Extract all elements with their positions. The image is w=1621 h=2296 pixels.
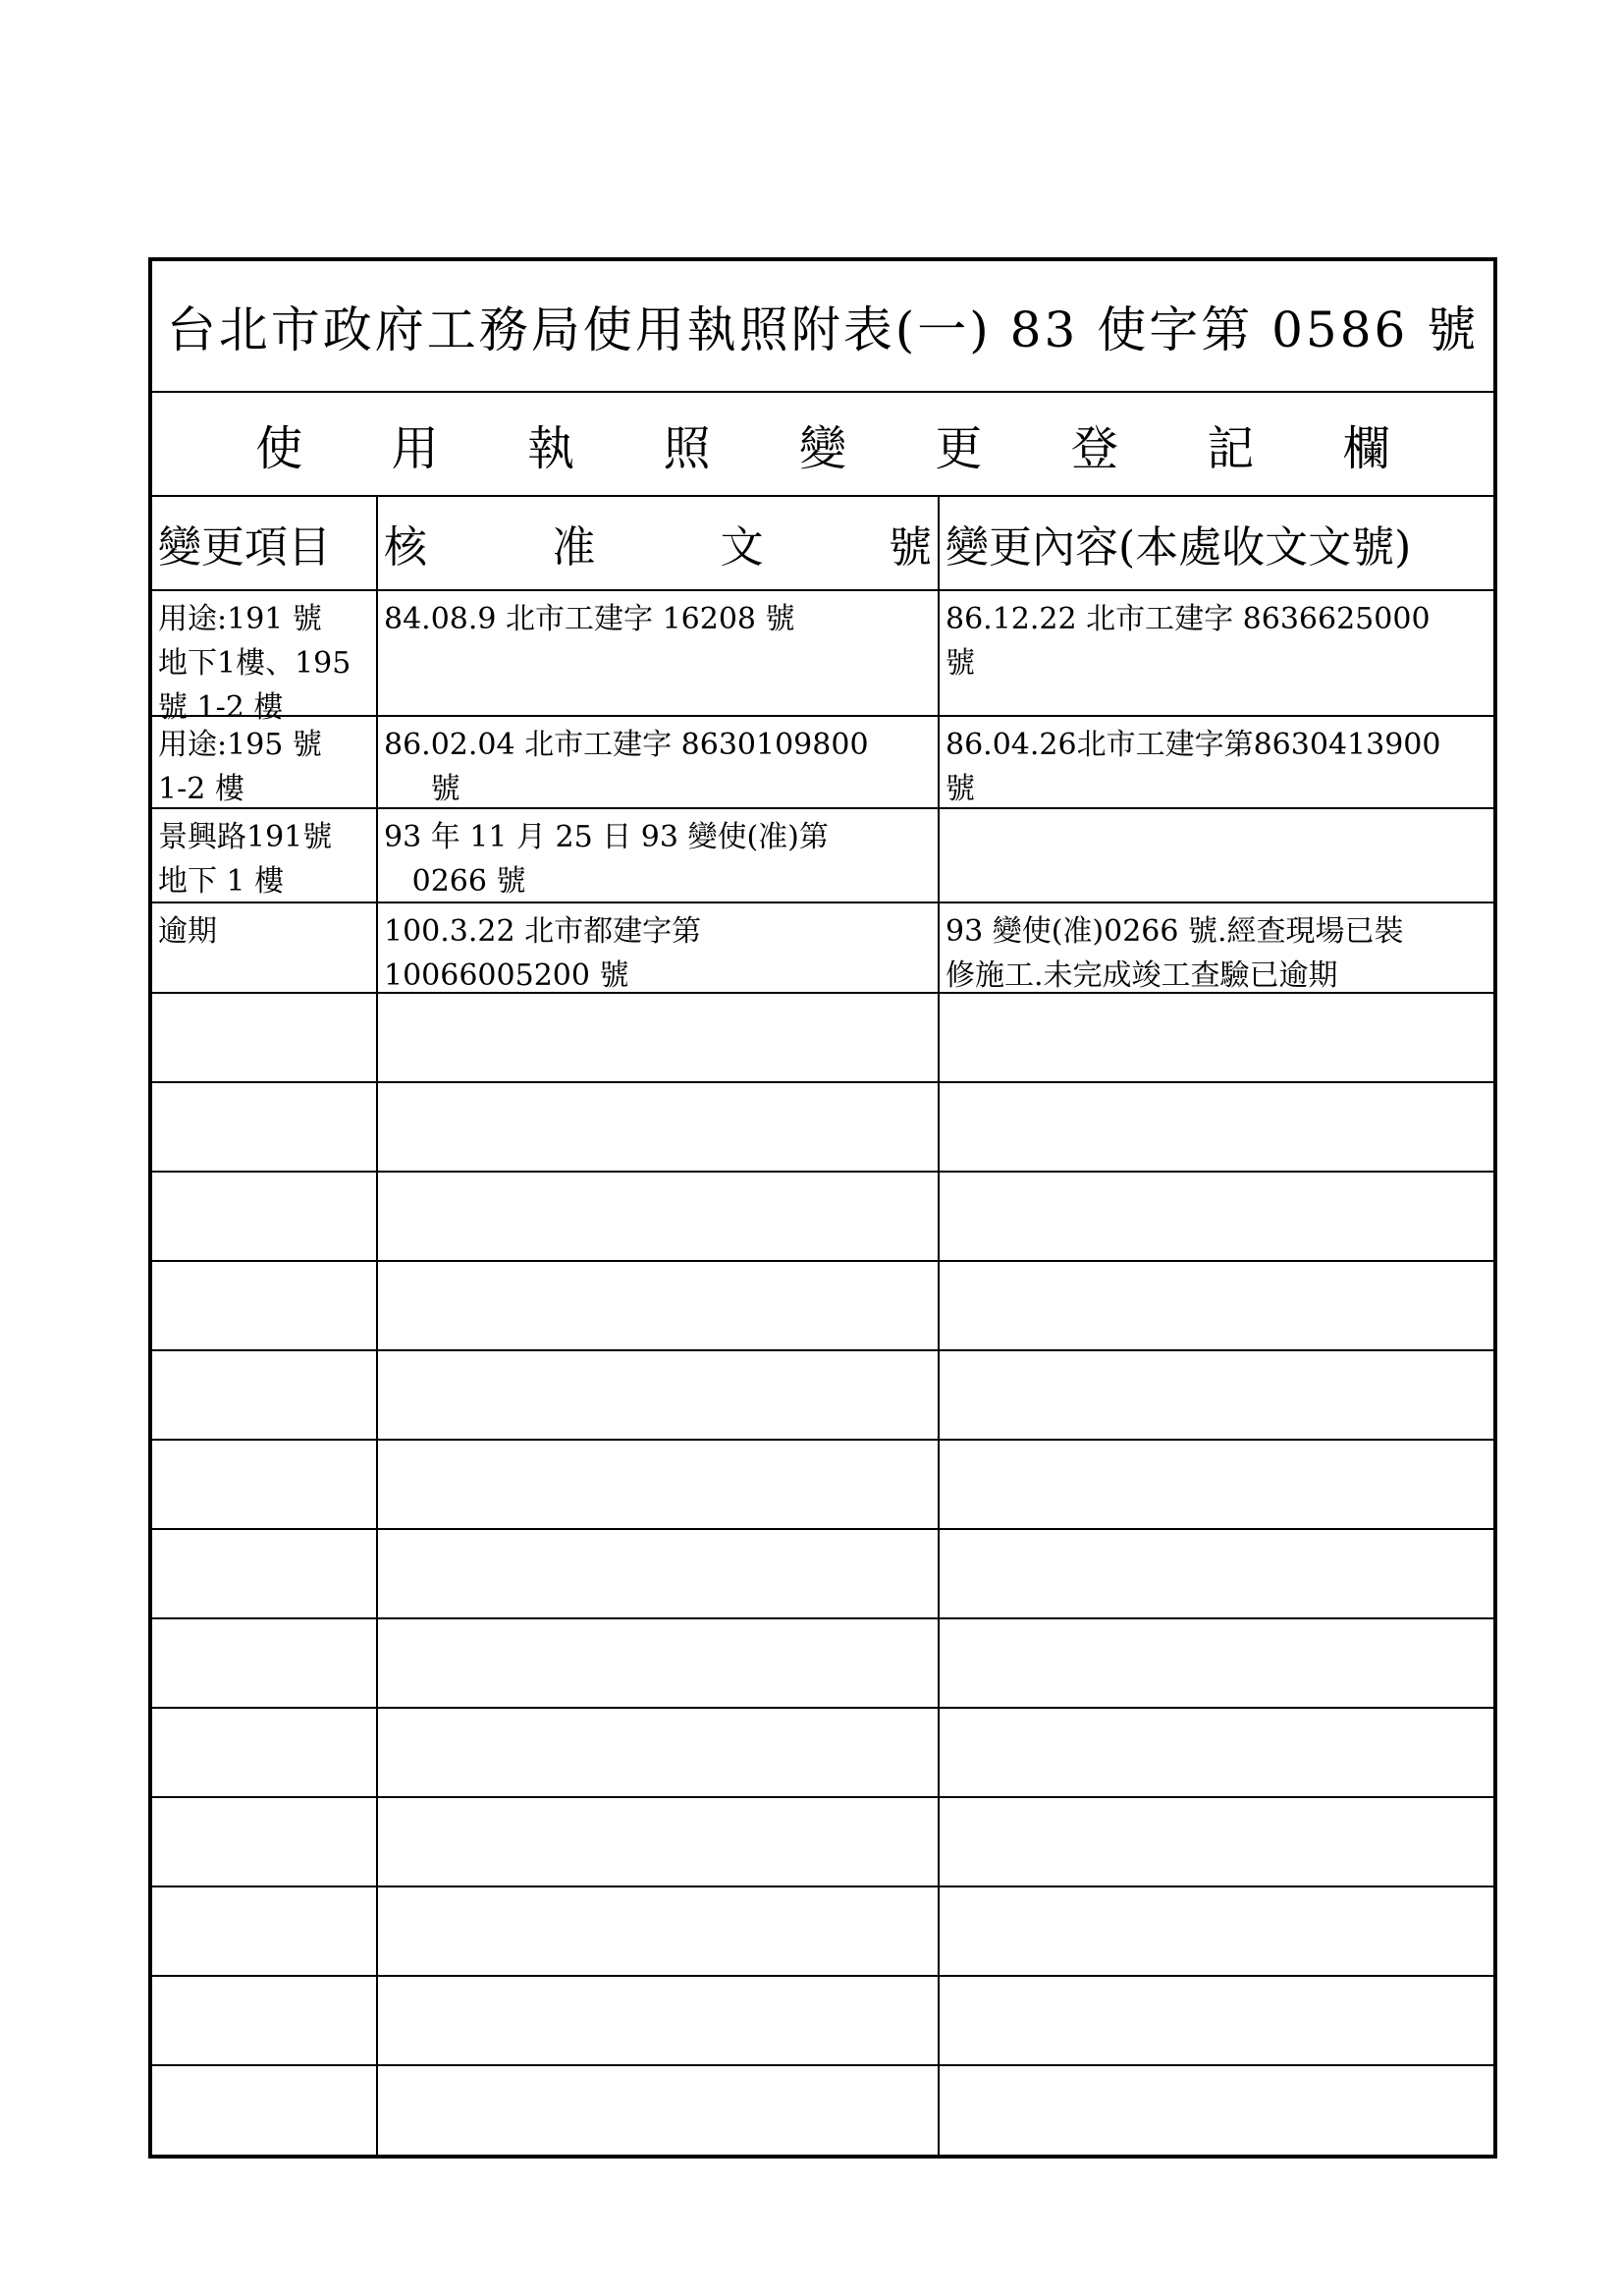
banner-char: 記	[1207, 420, 1255, 476]
table-header-row	[152, 497, 1493, 591]
empty-table-row	[152, 1262, 1493, 1351]
cell-approval	[378, 591, 940, 715]
cell-item-line: 用途:191 號	[158, 602, 322, 636]
empty-table-row	[152, 1351, 1493, 1441]
cell-approval-line: 0266 號	[384, 864, 526, 899]
empty-cell	[378, 1709, 940, 1796]
empty-cell	[940, 1173, 1493, 1260]
empty-cell	[152, 1262, 378, 1349]
cell-approval-line: 號	[384, 772, 460, 806]
banner-char: 照	[663, 420, 711, 476]
table-row	[152, 809, 1493, 903]
cell-content-line: 號	[946, 646, 975, 681]
cell-content-line: 93 變使(准)0266 號.經查現場已裝	[946, 914, 1404, 949]
header-approval-char: 核	[384, 522, 427, 573]
empty-cell	[378, 994, 940, 1081]
cell-content-line: 86.04.26北市工建字第8630413900	[946, 728, 1441, 762]
empty-cell	[940, 1351, 1493, 1439]
empty-cell	[378, 1173, 940, 1260]
banner-char: 更	[935, 420, 983, 476]
cell-content	[940, 809, 1493, 902]
table-row	[152, 591, 1493, 725]
cell-approval	[378, 903, 940, 992]
cell-item-line: 逾期	[158, 914, 217, 949]
cell-approval-line: 100.3.22 北市都建字第	[384, 914, 702, 949]
empty-cell	[940, 1530, 1493, 1617]
banner-char: 用	[391, 420, 439, 476]
empty-cell	[940, 1619, 1493, 1707]
empty-cell	[940, 1083, 1493, 1171]
empty-table-row	[152, 1619, 1493, 1709]
empty-cell	[152, 1441, 378, 1528]
cell-item	[152, 809, 378, 902]
empty-cell	[378, 1887, 940, 1975]
empty-cell	[940, 1709, 1493, 1796]
empty-cell	[152, 1173, 378, 1260]
empty-cell	[378, 1083, 940, 1171]
cell-approval-line: 10066005200 號	[384, 958, 629, 993]
header-approval-char: 文	[720, 522, 764, 573]
cell-approval	[378, 717, 940, 807]
cell-item	[152, 717, 378, 807]
empty-cell	[940, 1887, 1493, 1975]
license-sheet	[148, 257, 1497, 2159]
cell-approval-line: 93 年 11 月 25 日 93 變使(准)第	[384, 820, 829, 854]
cell-item-line: 1-2 樓	[158, 772, 244, 806]
empty-table-row	[152, 1530, 1493, 1619]
empty-cell	[152, 1530, 378, 1617]
empty-table-row	[152, 1441, 1493, 1530]
empty-cell	[378, 1619, 940, 1707]
banner-char: 執	[527, 420, 575, 476]
change-register-table	[152, 497, 1493, 2156]
empty-cell	[378, 2066, 940, 2156]
cell-item	[152, 903, 378, 992]
table-row	[152, 903, 1493, 994]
empty-cell	[940, 1798, 1493, 1886]
empty-table-row	[152, 1083, 1493, 1173]
empty-table-row	[152, 1173, 1493, 1262]
header-approval-char: 號	[888, 522, 932, 573]
document-title: 台北市政府工務局使用執照附表(一) 83 使字第 0586 號	[152, 261, 1493, 393]
empty-cell	[378, 1977, 940, 2064]
cell-approval-line: 84.08.9 北市工建字 16208 號	[384, 602, 795, 636]
header-approval-char: 准	[552, 522, 596, 573]
cell-content-line: 號	[946, 772, 975, 806]
cell-content	[940, 717, 1493, 807]
header-content: 變更內容(本處收文文號)	[946, 522, 1412, 573]
cell-item-line: 地下 1 樓	[158, 864, 285, 899]
header-approval	[378, 497, 940, 589]
empty-cell	[940, 1441, 1493, 1528]
empty-cell	[378, 1441, 940, 1528]
empty-table-row	[152, 994, 1493, 1083]
empty-cell	[152, 1887, 378, 1975]
cell-content-line: 86.12.22 北市工建字 8636625000	[946, 602, 1431, 636]
header-item: 變更項目	[152, 497, 378, 589]
cell-content	[940, 903, 1493, 992]
banner-char: 變	[798, 420, 846, 476]
banner-heading	[152, 393, 1493, 497]
empty-table-row	[152, 1709, 1493, 1798]
cell-item-line: 地下1樓、195	[158, 646, 351, 681]
banner-char: 使	[255, 420, 303, 476]
empty-table-row	[152, 2066, 1493, 2156]
banner-char: 登	[1070, 420, 1118, 476]
empty-cell	[152, 1083, 378, 1171]
empty-cell	[152, 1977, 378, 2064]
cell-item	[152, 591, 378, 725]
empty-cell	[940, 1262, 1493, 1349]
empty-cell	[940, 2066, 1493, 2156]
cell-approval-line: 86.02.04 北市工建字 8630109800	[384, 728, 869, 762]
empty-table-row	[152, 1977, 1493, 2066]
cell-content-line: 修施工.未完成竣工查驗已逾期	[946, 958, 1338, 993]
banner-char: 欄	[1342, 420, 1390, 476]
empty-cell	[378, 1262, 940, 1349]
empty-cell	[152, 1351, 378, 1439]
empty-cell	[152, 994, 378, 1081]
table-row	[152, 717, 1493, 809]
empty-cell	[940, 994, 1493, 1081]
cell-approval	[378, 809, 940, 902]
cell-item-line: 號 1-2 樓	[158, 690, 284, 725]
empty-cell	[152, 1619, 378, 1707]
cell-item-line: 景興路191號	[158, 820, 333, 854]
empty-cell	[152, 1798, 378, 1886]
empty-cell	[152, 2066, 378, 2156]
empty-table-row	[152, 1798, 1493, 1887]
empty-cell	[152, 1709, 378, 1796]
empty-cell	[378, 1351, 940, 1439]
empty-cell	[940, 1977, 1493, 2064]
empty-table-row	[152, 1887, 1493, 1977]
cell-content	[940, 591, 1493, 715]
empty-cell	[378, 1530, 940, 1617]
empty-cell	[378, 1798, 940, 1886]
cell-item-line: 用途:195 號	[158, 728, 322, 762]
